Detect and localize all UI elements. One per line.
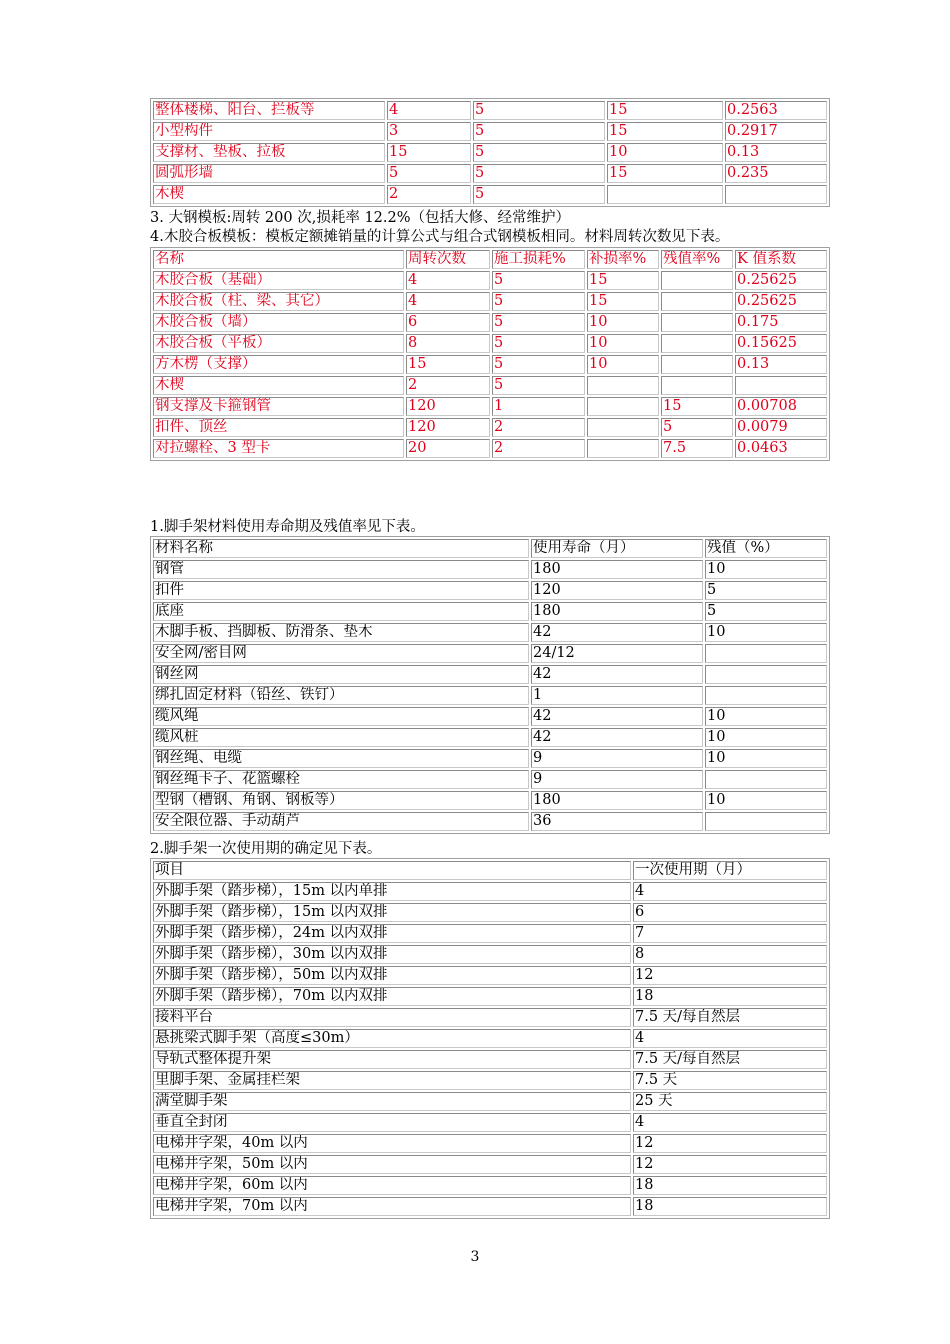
header-cell: 材料名称 — [153, 539, 529, 558]
table-cell: 20 — [406, 439, 490, 458]
table-cell — [587, 397, 659, 416]
table-row — [153, 749, 827, 768]
table-cell: 10 — [705, 791, 827, 810]
scaffold-period-table — [150, 858, 830, 1219]
table-row — [153, 418, 827, 437]
table-cell: 5 — [492, 334, 585, 353]
table-cell: 1 — [492, 397, 585, 416]
table-cell: 7.5 天 — [633, 1071, 827, 1090]
table-row — [153, 882, 827, 901]
table-cell — [587, 418, 659, 437]
table-cell: 120 — [531, 581, 703, 600]
header-cell: 使用寿命（月） — [531, 539, 703, 558]
table-row — [153, 945, 827, 964]
para-scaffold-life: 1.脚手架材料使用寿命期及残值率见下表。 — [150, 519, 425, 535]
table-cell: 24/12 — [531, 644, 703, 663]
table-cell: 0.13 — [725, 143, 827, 162]
table-cell: 10 — [587, 334, 659, 353]
header-cell: 残值（%） — [705, 539, 827, 558]
table-row — [153, 1008, 827, 1027]
table-cell: 6 — [406, 313, 490, 332]
table-cell: 10 — [705, 560, 827, 579]
table-cell: 120 — [406, 418, 490, 437]
table-row — [153, 791, 827, 810]
table-row — [153, 728, 827, 747]
table-row — [153, 686, 827, 705]
table-cell — [705, 644, 827, 663]
table-cell: 方木楞（支撑） — [153, 355, 404, 374]
table-cell: 钢丝绳卡子、花篮螺栓 — [153, 770, 529, 789]
table-cell: 接料平台 — [153, 1008, 631, 1027]
table-cell: 7 — [633, 924, 827, 943]
table-cell: 支撑材、垫板、拉板 — [153, 143, 385, 162]
table-cell: 15 — [661, 397, 733, 416]
table-cell: 0.235 — [725, 164, 827, 183]
table-cell — [661, 271, 733, 290]
table-cell: 木胶合板（平板） — [153, 334, 404, 353]
table-row — [153, 164, 827, 183]
table-header-row — [153, 539, 827, 558]
table-cell — [705, 770, 827, 789]
table-row — [153, 439, 827, 458]
table-row — [153, 397, 827, 416]
table-cell: 对拉螺栓、3 型卡 — [153, 439, 404, 458]
table-row — [153, 623, 827, 642]
scaffold-material-table — [150, 536, 830, 834]
table-cell — [607, 185, 723, 204]
table-row — [153, 581, 827, 600]
formwork-table-1 — [150, 98, 830, 207]
table-row — [153, 122, 827, 141]
table-cell: 7.5 — [661, 439, 733, 458]
table-cell: 电梯井字架，70m 以内 — [153, 1197, 631, 1216]
table-cell: 10 — [705, 707, 827, 726]
table-cell: 15 — [607, 164, 723, 183]
table-row — [153, 1176, 827, 1195]
table-cell: 扣件、顶丝 — [153, 418, 404, 437]
table-cell: 钢支撑及卡箍钢管 — [153, 397, 404, 416]
table-cell — [725, 185, 827, 204]
table-cell: 外脚手架（踏步梯），15m 以内单排 — [153, 882, 631, 901]
table-row — [153, 644, 827, 663]
table-row — [153, 560, 827, 579]
table-cell: 0.0079 — [735, 418, 827, 437]
table-row — [153, 1197, 827, 1216]
table-cell: 电梯井字架，60m 以内 — [153, 1176, 631, 1195]
table-row — [153, 903, 827, 922]
header-cell: 一次使用期（月） — [633, 861, 827, 880]
table-cell: 15 — [607, 122, 723, 141]
table-cell: 5 — [387, 164, 471, 183]
table-cell: 15 — [587, 292, 659, 311]
table-cell: 8 — [633, 945, 827, 964]
table-cell: 7.5 天/每自然层 — [633, 1050, 827, 1069]
table-cell: 整体楼梯、阳台、拦板等 — [153, 101, 385, 120]
table-cell: 2 — [492, 439, 585, 458]
table-cell: 0.25625 — [735, 292, 827, 311]
table-cell: 12 — [633, 1134, 827, 1153]
table-row — [153, 924, 827, 943]
table-cell: 10 — [607, 143, 723, 162]
table-cell: 15 — [607, 101, 723, 120]
table-cell: 180 — [531, 560, 703, 579]
page-number: 3 — [470, 1249, 480, 1265]
table-cell: 0.15625 — [735, 334, 827, 353]
table-cell: 0.175 — [735, 313, 827, 332]
table-cell: 木胶合板（基础） — [153, 271, 404, 290]
table-cell: 5 — [473, 164, 605, 183]
table-row — [153, 987, 827, 1006]
table-row — [153, 812, 827, 831]
table-cell: 钢丝网 — [153, 665, 529, 684]
table-cell: 10 — [587, 355, 659, 374]
table-cell: 2 — [387, 185, 471, 204]
table-cell: 型钢（槽钢、角钢、钢板等） — [153, 791, 529, 810]
header-cell: 施工损耗% — [492, 250, 585, 269]
table-row — [153, 271, 827, 290]
table-cell: 10 — [705, 623, 827, 642]
table-cell: 12 — [633, 966, 827, 985]
table-cell: 扣件 — [153, 581, 529, 600]
table-row — [153, 1155, 827, 1174]
table-row — [153, 1113, 827, 1132]
table-cell: 15 — [406, 355, 490, 374]
table-row — [153, 376, 827, 395]
table-row — [153, 1092, 827, 1111]
table-cell: 6 — [633, 903, 827, 922]
table-cell: 圆弧形墙 — [153, 164, 385, 183]
table-cell: 外脚手架（踏步梯），70m 以内双排 — [153, 987, 631, 1006]
table-cell: 里脚手架、金属挂栏架 — [153, 1071, 631, 1090]
table-cell: 钢丝绳、电缆 — [153, 749, 529, 768]
table-cell: 2 — [406, 376, 490, 395]
table-cell: 5 — [705, 581, 827, 600]
table-row — [153, 966, 827, 985]
table-row — [153, 143, 827, 162]
table-cell: 120 — [406, 397, 490, 416]
table-cell — [587, 376, 659, 395]
table-cell — [661, 334, 733, 353]
table-cell: 钢管 — [153, 560, 529, 579]
table-cell: 木楔 — [153, 185, 385, 204]
table-cell — [661, 376, 733, 395]
table-cell: 0.25625 — [735, 271, 827, 290]
table-cell — [735, 376, 827, 395]
table-cell: 4 — [633, 882, 827, 901]
table-cell: 外脚手架（踏步梯），50m 以内双排 — [153, 966, 631, 985]
table-cell: 底座 — [153, 602, 529, 621]
table-cell: 导轨式整体提升架 — [153, 1050, 631, 1069]
table-cell: 15 — [587, 271, 659, 290]
table-cell — [661, 355, 733, 374]
table-cell: 9 — [531, 770, 703, 789]
table-cell: 18 — [633, 1176, 827, 1195]
table-cell: 3 — [387, 122, 471, 141]
table-cell: 4 — [406, 292, 490, 311]
table-row — [153, 334, 827, 353]
table-cell — [587, 439, 659, 458]
table-cell: 木胶合板（柱、梁、其它） — [153, 292, 404, 311]
table-cell: 0.0463 — [735, 439, 827, 458]
header-cell: 名称 — [153, 250, 404, 269]
table-cell: 电梯井字架，40m 以内 — [153, 1134, 631, 1153]
table-cell: 25 天 — [633, 1092, 827, 1111]
para-steel-formwork: 3. 大钢模板:周转 200 次,损耗率 12.2%（包括大修、经常维护） — [150, 210, 571, 226]
table-row — [153, 101, 827, 120]
table-cell: 安全限位器、手动葫芦 — [153, 812, 529, 831]
table-cell: 安全网/密目网 — [153, 644, 529, 663]
table-cell: 18 — [633, 987, 827, 1006]
table-cell: 外脚手架（踏步梯），30m 以内双排 — [153, 945, 631, 964]
table-header-row — [153, 250, 827, 269]
table-cell: 10 — [705, 728, 827, 747]
table-cell: 42 — [531, 623, 703, 642]
table-cell — [661, 313, 733, 332]
table-cell: 满堂脚手架 — [153, 1092, 631, 1111]
table-cell: 15 — [387, 143, 471, 162]
table-cell: 0.2563 — [725, 101, 827, 120]
table-cell: 4 — [633, 1113, 827, 1132]
table-cell: 4 — [633, 1029, 827, 1048]
table-row — [153, 665, 827, 684]
table-cell: 缆风桩 — [153, 728, 529, 747]
table-cell: 5 — [473, 143, 605, 162]
header-cell: 周转次数 — [406, 250, 490, 269]
table-cell: 木胶合板（墙） — [153, 313, 404, 332]
table-cell: 5 — [473, 101, 605, 120]
table-cell: 5 — [473, 122, 605, 141]
table-cell: 10 — [587, 313, 659, 332]
table-cell — [705, 665, 827, 684]
table-cell: 5 — [492, 376, 585, 395]
table-cell: 4 — [387, 101, 471, 120]
table-row — [153, 770, 827, 789]
header-cell: 项目 — [153, 861, 631, 880]
table-row — [153, 602, 827, 621]
table-cell: 9 — [531, 749, 703, 768]
table-cell: 外脚手架（踏步梯），15m 以内双排 — [153, 903, 631, 922]
table-cell: 1 — [531, 686, 703, 705]
header-cell: 补损率% — [587, 250, 659, 269]
table-cell: 木楔 — [153, 376, 404, 395]
table-cell: 外脚手架（踏步梯），24m 以内双排 — [153, 924, 631, 943]
table-cell: 180 — [531, 791, 703, 810]
table-cell: 悬挑梁式脚手架（高度≤30m） — [153, 1029, 631, 1048]
table-cell: 5 — [492, 313, 585, 332]
table-row — [153, 1029, 827, 1048]
table-cell: 木脚手板、挡脚板、防滑条、垫木 — [153, 623, 529, 642]
table-row — [153, 292, 827, 311]
table-cell: 36 — [531, 812, 703, 831]
table-cell: 18 — [633, 1197, 827, 1216]
table-cell: 8 — [406, 334, 490, 353]
table-row — [153, 1134, 827, 1153]
table-cell: 10 — [705, 749, 827, 768]
table-cell: 5 — [705, 602, 827, 621]
table-row — [153, 355, 827, 374]
table-cell: 0.00708 — [735, 397, 827, 416]
table-cell: 0.13 — [735, 355, 827, 374]
table-row — [153, 1071, 827, 1090]
table-cell: 垂直全封闭 — [153, 1113, 631, 1132]
table-cell — [705, 686, 827, 705]
table-cell: 180 — [531, 602, 703, 621]
table-cell: 电梯井字架，50m 以内 — [153, 1155, 631, 1174]
table-row — [153, 1050, 827, 1069]
table-cell: 2 — [492, 418, 585, 437]
table-cell: 5 — [661, 418, 733, 437]
table-cell: 42 — [531, 665, 703, 684]
table-cell: 5 — [492, 355, 585, 374]
para-plywood-formwork: 4.木胶合板模板：模板定额摊销量的计算公式与组合式钢模板相同。材料周转次数见下表。 — [150, 229, 730, 245]
table-cell: 绑扎固定材料（铅丝、铁钉） — [153, 686, 529, 705]
header-cell: K 值系数 — [735, 250, 827, 269]
para-scaffold-period: 2.脚手架一次使用期的确定见下表。 — [150, 841, 382, 857]
table-row — [153, 313, 827, 332]
table-cell: 5 — [492, 292, 585, 311]
table-cell: 小型构件 — [153, 122, 385, 141]
table-cell — [705, 812, 827, 831]
table-cell: 4 — [406, 271, 490, 290]
table-cell: 5 — [473, 185, 605, 204]
plywood-formwork-table — [150, 247, 830, 461]
table-cell: 5 — [492, 271, 585, 290]
table-cell: 0.2917 — [725, 122, 827, 141]
table-cell: 缆风绳 — [153, 707, 529, 726]
table-cell — [661, 292, 733, 311]
header-cell: 残值率% — [661, 250, 733, 269]
table-cell: 7.5 天/每自然层 — [633, 1008, 827, 1027]
table-cell: 12 — [633, 1155, 827, 1174]
table-row — [153, 707, 827, 726]
table-cell: 42 — [531, 707, 703, 726]
table-row — [153, 185, 827, 204]
table-header-row — [153, 861, 827, 880]
table-cell: 42 — [531, 728, 703, 747]
